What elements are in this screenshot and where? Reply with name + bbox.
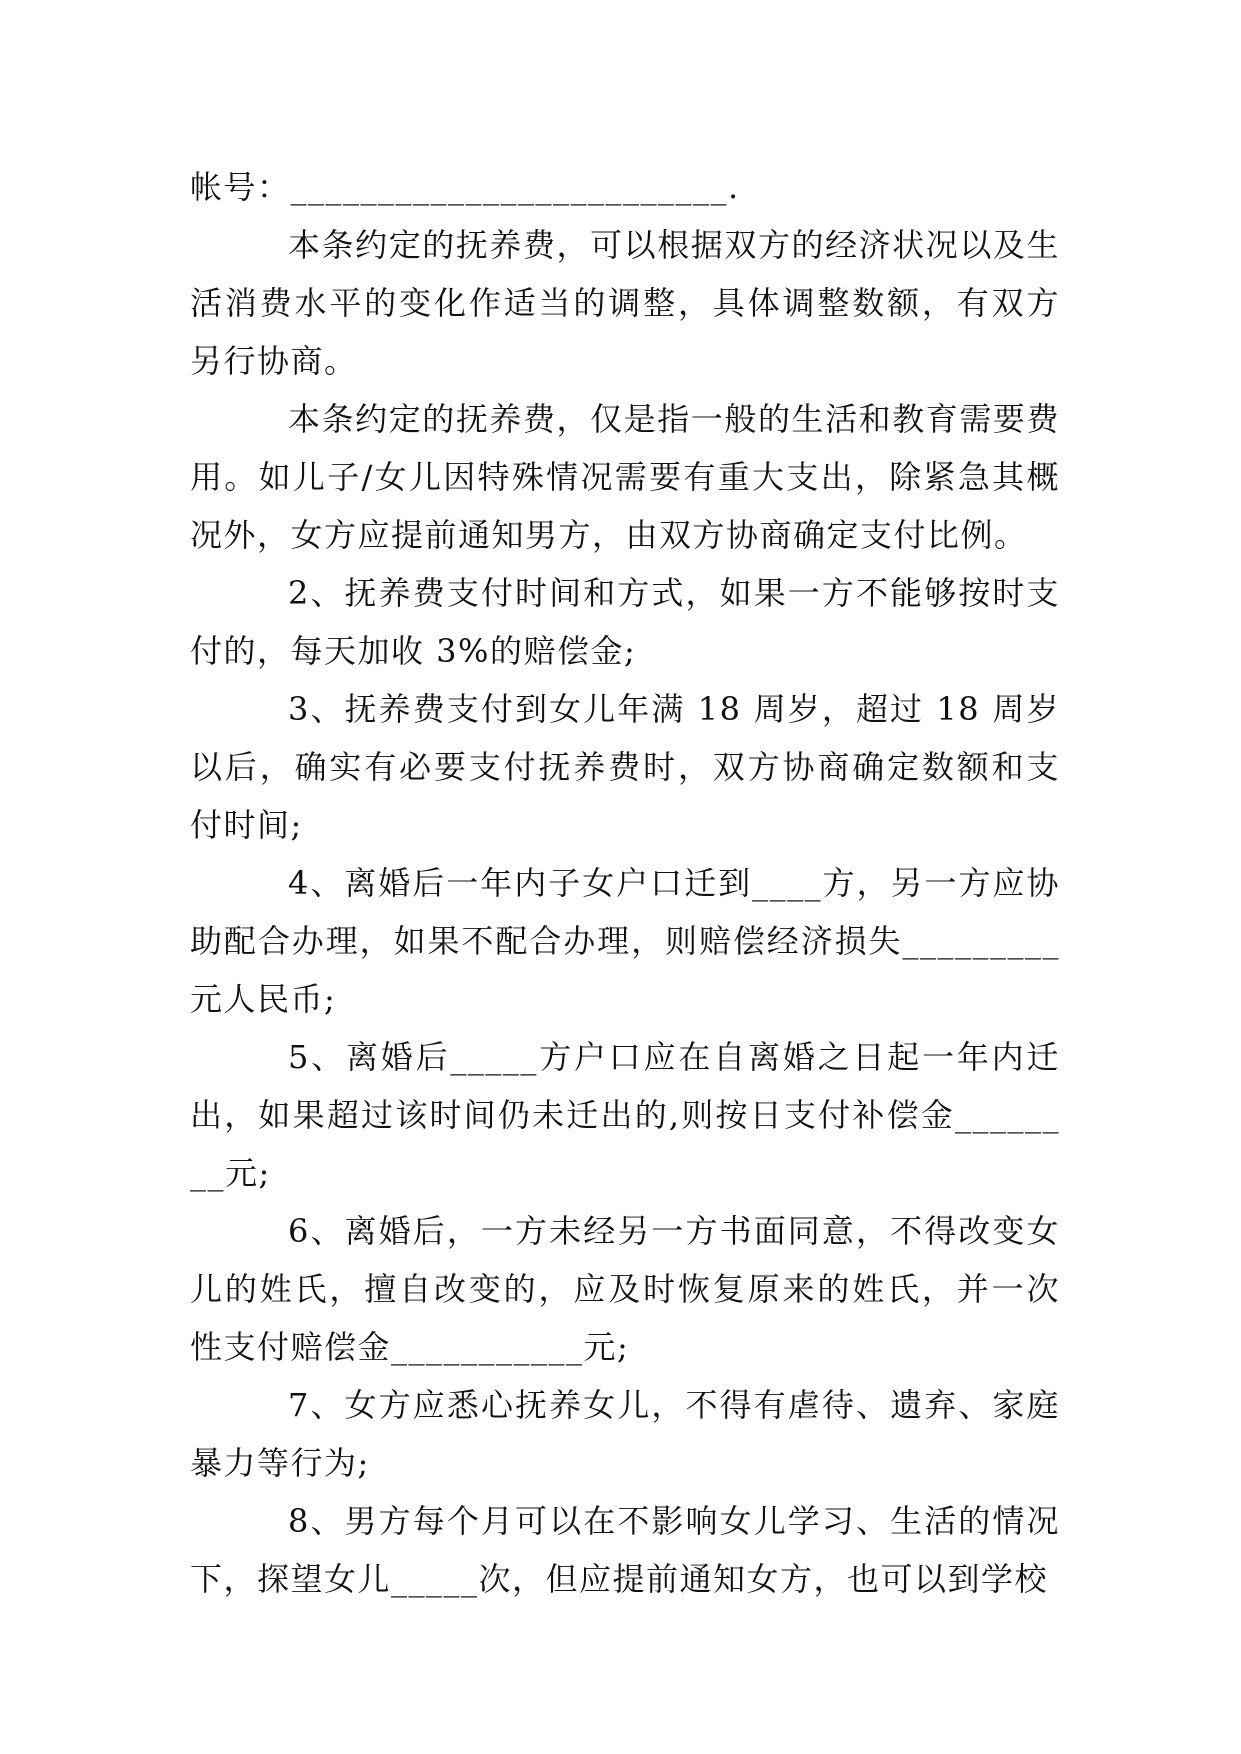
clause-4: 4、离婚后一年内子女户口迁到____方，另一方应协助配合办理，如果不配合办理，则赔偿经济损失_________元人民币;	[190, 864, 1060, 1018]
clause-2: 2、抚养费支付时间和方式，如果一方不能够按时支付的，每天加收 3%的赔偿金;	[190, 574, 1060, 670]
document-body	[190, 158, 1060, 1608]
account-number-line: 帐号：_________________________.	[190, 168, 740, 206]
clause-8: 8、男方每个月可以在不影响女儿学习、生活的情况下，探望女儿_____次，但应提前通知女方，也可以到学校	[190, 1502, 1060, 1598]
paragraph-scope: 本条约定的抚养费，仅是指一般的生活和教育需要费用。如儿子/女儿因特殊情况需要有重大支出，除紧急其概况外，女方应提前通知男方，由双方协商确定支付比例。	[190, 400, 1060, 554]
clause-7: 7、女方应悉心抚养女儿，不得有虐待、遗弃、家庭暴力等行为;	[190, 1386, 1060, 1482]
clause-5: 5、离婚后_____方户口应在自离婚之日起一年内迁出，如果超过该时间仍未迁出的,则按日支付补偿金________元;	[190, 1038, 1060, 1192]
clause-3: 3、抚养费支付到女儿年满 18 周岁，超过 18 周岁以后，确实有必要支付抚养费时，双方协商确定数额和支付时间;	[190, 690, 1060, 844]
paragraph-adjustment: 本条约定的抚养费，可以根据双方的经济状况以及生活消费水平的变化作适当的调整，具体调整数额，有双方另行协商。	[190, 226, 1060, 380]
clause-6: 6、离婚后，一方未经另一方书面同意，不得改变女儿的姓氏，擅自改变的，应及时恢复原来的姓氏，并一次性支付赔偿金___________元;	[190, 1212, 1060, 1366]
